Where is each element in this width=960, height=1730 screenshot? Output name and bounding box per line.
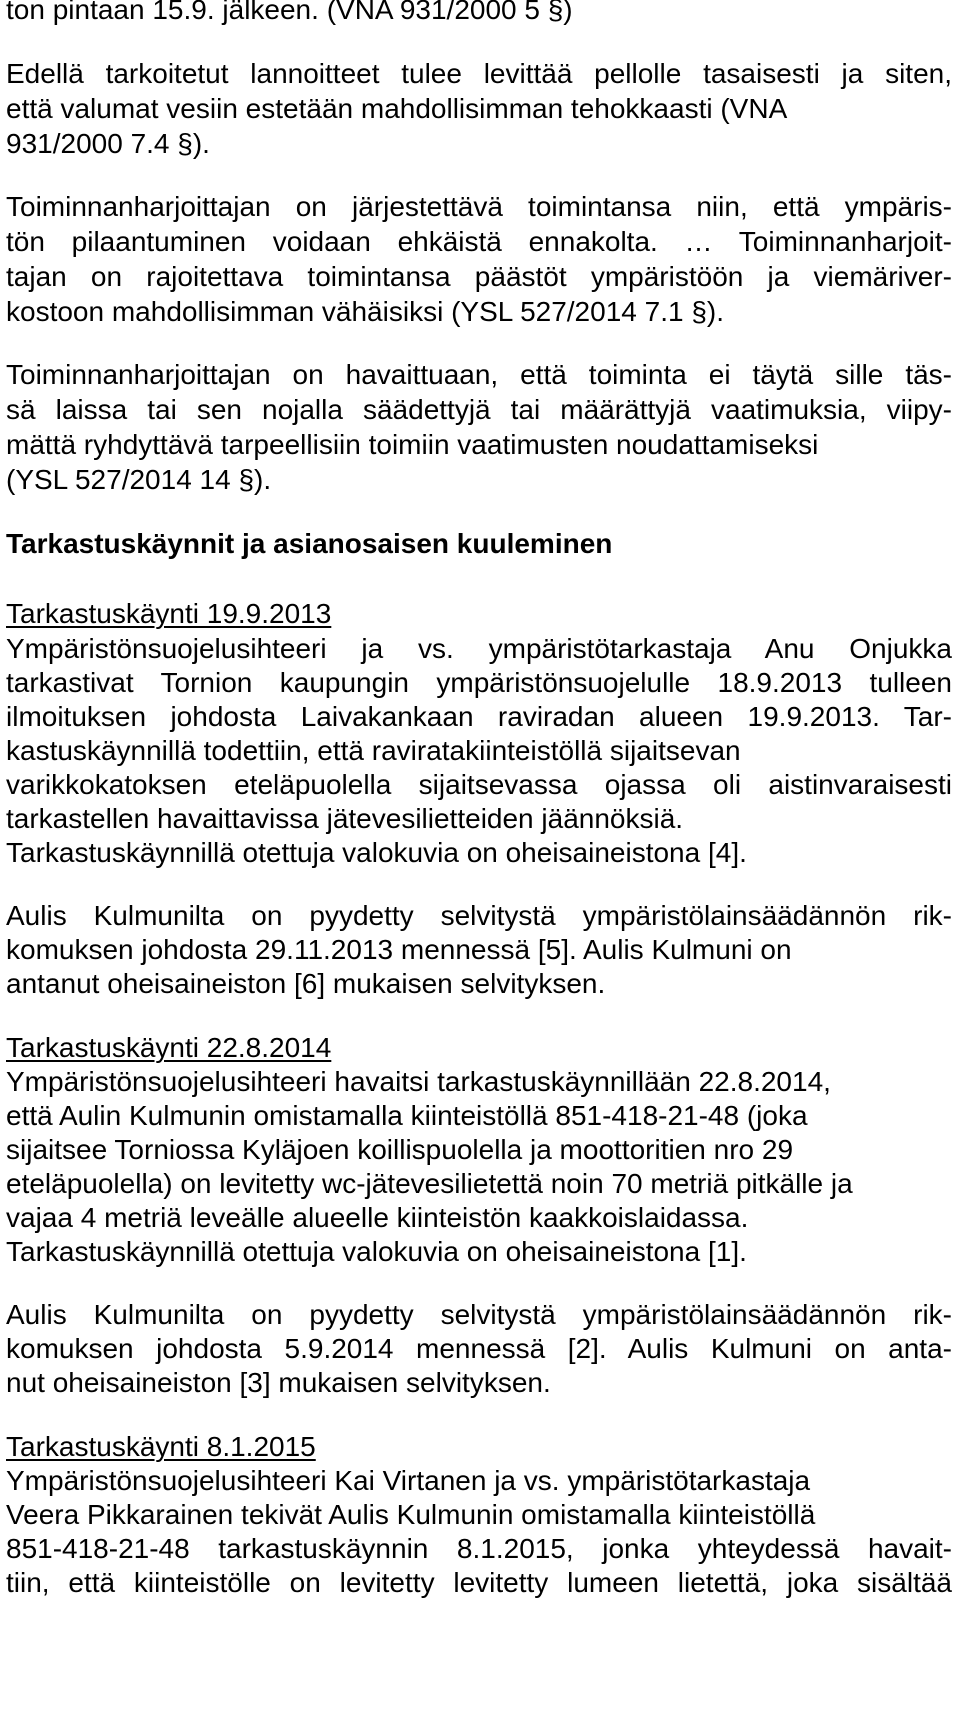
text-line: kostoon mahdollisimman vähäisiksi (YSL 527/2014 7.1 §).: [6, 296, 725, 327]
section-heading: Tarkastuskäynnit ja asianosaisen kuuleminen: [6, 528, 613, 559]
inspection-title: Tarkastuskäynti 22.8.2014: [6, 1032, 332, 1063]
text-line: Aulis Kulmunilta on pyydetty selvitystä ympäristölainsäädännön rik-: [6, 1299, 952, 1330]
text-line: kastuskäynnillä todettiin, että raviratakiinteistöllä sijaitsevan: [6, 735, 741, 766]
text-line: tön pilaantuminen voidaan ehkäistä ennakolta. … Toiminnanharjoit-: [6, 226, 952, 257]
text-line: sä laissa tai sen nojalla säädettyjä tai määrättyjä vaatimuksia, viipy-: [6, 394, 952, 425]
text-line: Tarkastuskäynnillä otettuja valokuvia on oheisaineistona [4].: [6, 837, 747, 868]
text-line: tarkastivat Tornion kaupungin ympäristönsuojelulle 18.9.2013 tulleen: [6, 667, 952, 698]
text-line: antanut oheisaineiston [6] mukaisen selvityksen.: [6, 968, 606, 999]
text-line: tarkastellen havaittavissa jätevesilietteiden jäännöksiä.: [6, 803, 684, 834]
text-line: Ympäristönsuojelusihteeri havaitsi tarkastuskäynnillään 22.8.2014,: [6, 1066, 831, 1097]
text-line: Toiminnanharjoittajan on järjestettävä toimintansa niin, että ympäris-: [6, 191, 952, 222]
text-line: Ympäristönsuojelusihteeri ja vs. ympäristötarkastaja Anu Onjukka: [6, 633, 952, 664]
text-line: sijaitsee Torniossa Kyläjoen koillispuolella ja moottoritien nro 29: [6, 1134, 794, 1165]
text-line: että Aulin Kulmunin omistamalla kiinteistöllä 851-418-21-48 (joka: [6, 1100, 808, 1131]
text-line: tiin, että kiinteistölle on levitetty levitetty lumeen lietettä, joka sisältää: [6, 1567, 952, 1598]
text-line: nut oheisaineiston [3] mukaisen selvityksen.: [6, 1367, 551, 1398]
text-line: varikkokatoksen eteläpuolella sijaitsevassa ojassa oli aistinvaraisesti: [6, 769, 952, 800]
text-line: Toiminnanharjoittajan on havaittuaan, että toiminta ei täytä sille täs-: [6, 359, 952, 390]
text-line: että valumat vesiin estetään mahdollisimman tehokkaasti (VNA: [6, 93, 788, 124]
text-line: 931/2000 7.4 §).: [6, 128, 210, 159]
text-line: ton pintaan 15.9. jälkeen. (VNA 931/2000 5 §): [6, 0, 573, 25]
text-line: ilmoituksen johdosta Laivakankaan raviradan alueen 19.9.2013. Tar-: [6, 701, 952, 732]
text-line: Veera Pikkarainen tekivät Aulis Kulmunin omistamalla kiinteistöllä: [6, 1499, 816, 1530]
text-line: Tarkastuskäynnillä otettuja valokuvia on oheisaineistona [1].: [6, 1236, 747, 1267]
text-line: Aulis Kulmunilta on pyydetty selvitystä ympäristölainsäädännön rik-: [6, 900, 952, 931]
inspection-title: Tarkastuskäynti 8.1.2015: [6, 1431, 316, 1462]
text-line: vajaa 4 metriä leveälle alueelle kiinteistön kaakkoislaidassa.: [6, 1202, 749, 1233]
text-line: Edellä tarkoitetut lannoitteet tulee levittää pellolle tasaisesti ja siten,: [6, 58, 952, 89]
text-line: komuksen johdosta 5.9.2014 mennessä [2]. Aulis Kulmuni on anta-: [6, 1333, 952, 1364]
text-line: tajan on rajoitettava toimintansa päästöt ympäristöön ja viemäriver-: [6, 261, 952, 292]
text-line: mättä ryhdyttävä tarpeellisiin toimiin vaatimusten noudattamiseksi: [6, 429, 819, 460]
text-line: Ympäristönsuojelusihteeri Kai Virtanen ja vs. ympäristötarkastaja: [6, 1465, 811, 1496]
text-line: komuksen johdosta 29.11.2013 mennessä [5]. Aulis Kulmuni on: [6, 934, 792, 965]
text-line: (YSL 527/2014 14 §).: [6, 464, 272, 495]
text-line: eteläpuolella) on levitetty wc-jätevesilietettä noin 70 metriä pitkälle ja: [6, 1168, 853, 1199]
inspection-title: Tarkastuskäynti 19.9.2013: [6, 598, 332, 629]
text-line: 851-418-21-48 tarkastuskäynnin 8.1.2015, jonka yhteydessä havait-: [6, 1533, 952, 1564]
